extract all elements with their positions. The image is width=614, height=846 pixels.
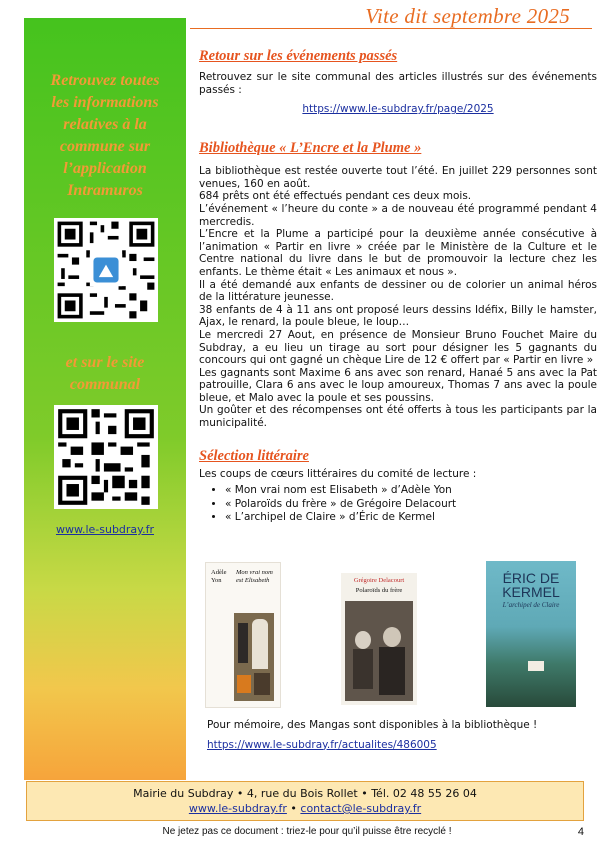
book-cover-title: Mon vrai nom est Elisabeth: [236, 569, 273, 584]
library-paragraph: L’Encre et la Plume a participé pour la deuxième année consécutive à l’animation « Partir en livre » créée par le Ministère de la Culture et le Centre national du livre dans le but de promouvoir la lecture chez les enfants. Le thème était « Les animaux et nous ».: [199, 228, 597, 278]
sidebar-intramuros-text: [24, 70, 186, 202]
library-paragraph: Le mercredi 27 Aout, en présence de Monsieur Bruno Fouchet Maire du Subdray, a eu lieu un tirage au sort pour désigner les 5 gagnants du concours qui ont gagné un chèque Lire de 12 € offert par « Partir en livre »: [199, 328, 597, 367]
section-title-library: Bibliothèque « L’Encre et la Plume »: [199, 140, 422, 157]
book-cover-1: [205, 562, 281, 708]
intramuros-qr-code[interactable]: [54, 218, 158, 322]
book-cover-title: L’archipel de Claire: [502, 601, 560, 609]
footer-box: [26, 781, 584, 821]
manga-memo: [207, 719, 597, 752]
library-paragraph: Il a été demandé aux enfants de dessiner ou de colorier un animal héros de la littérature jeunesse.: [199, 278, 597, 304]
sidebar-line: commune sur: [59, 138, 151, 155]
sidebar-line: l’application: [63, 160, 147, 177]
sidebar-website-link[interactable]: www.le-subdray.fr: [55, 523, 155, 536]
house-shape: [528, 661, 544, 671]
sidebar-site-text: [24, 352, 186, 396]
footer-address: Mairie du Subdray • 4, rue du Bois Rollet • Tél. 02 48 55 26 04: [133, 787, 477, 800]
book-cover-image: [345, 601, 413, 701]
book-cover-2: [341, 573, 417, 705]
library-paragraph: La bibliothèque est restée ouverte tout l’été. En juillet 229 personnes sont venues, 160 en août.: [199, 165, 597, 190]
sidebar-line: relatives à la: [63, 116, 147, 133]
recycle-note: Ne jetez pas ce document : triez-le pour qu’il puisse être recyclé !: [162, 826, 452, 837]
list-item: • « L’archipel de Claire » d’Éric de Kermel: [225, 511, 597, 525]
sidebar-line: et sur le site: [65, 354, 145, 371]
library-paragraph: 684 prêts ont été effectués pendant ces deux mois.: [199, 190, 472, 203]
book-cover-author: Adèle Yon: [211, 569, 227, 584]
library-paragraph: Un goûter et des récompenses ont été offerts à tous les participants par la municipalité.: [199, 404, 597, 430]
sidebar-line: communal: [69, 376, 141, 393]
book-cover-author: ÉRIC DE KERMEL: [502, 570, 560, 600]
book-list: [199, 484, 597, 525]
library-body: [199, 165, 597, 429]
main-content: [199, 48, 597, 525]
book-cover-3: [486, 561, 576, 707]
sidebar-line: Retrouvez toutes: [50, 72, 160, 89]
book-cover-image: [234, 613, 274, 701]
footer-site-link[interactable]: www.le-subdray.fr: [188, 802, 287, 815]
header-title: Vite dit septembre 2025: [365, 4, 570, 28]
selection-intro: Les coups de cœurs littéraires du comité de lecture :: [199, 467, 477, 480]
library-paragraph: L’événement « l’heure du conte » a de nouveau été programmé pendant 4 mercredis.: [199, 202, 597, 228]
events-link[interactable]: https://www.le-subdray.fr/page/2025: [302, 103, 494, 116]
library-paragraph: 38 enfants de 4 à 11 ans ont proposé leurs dessins Idéfix, Billy le hamster, Ajax, le renard, la poule bleue, le loup…: [199, 303, 597, 329]
website-qr-code[interactable]: [54, 405, 158, 509]
section-title-events: Retour sur les événements passés: [199, 48, 398, 64]
list-item: • « Polaroïds du frère » de Grégoire Delacourt: [225, 498, 597, 512]
footer-separator: •: [290, 802, 297, 815]
sidebar-line: les informations: [51, 94, 159, 111]
section-title-selection: Sélection littéraire: [199, 447, 309, 464]
book-cover-author: Grégoire Delacourt: [353, 577, 405, 584]
page-number: 4: [577, 826, 584, 838]
library-paragraph: Les gagnants sont Maxime 6 ans avec son renard, Hanaé 5 ans avec la Pat patrouille, Clara 6 ans avec le loup amoureux, Thomas 7 ans avec la poule bleue, et Malo avec la poule et ses poussins.: [199, 366, 597, 404]
memo-text: Pour mémoire, des Mangas sont disponibles à la bibliothèque !: [207, 719, 538, 731]
sidebar-line: Intramuros: [67, 182, 143, 199]
sidebar: [24, 18, 186, 780]
header-rule: [190, 28, 592, 29]
footer-email-link[interactable]: contact@le-subdray.fr: [300, 802, 422, 815]
events-text: Retrouvez sur le site communal des articles illustrés sur des événements passés :: [199, 71, 597, 96]
list-item: • « Mon vrai nom est Elisabeth » d’Adèle Yon: [225, 484, 597, 498]
memo-link[interactable]: https://www.le-subdray.fr/actualites/486005: [207, 738, 437, 751]
book-cover-title: Polaroïds du frère: [355, 587, 403, 594]
